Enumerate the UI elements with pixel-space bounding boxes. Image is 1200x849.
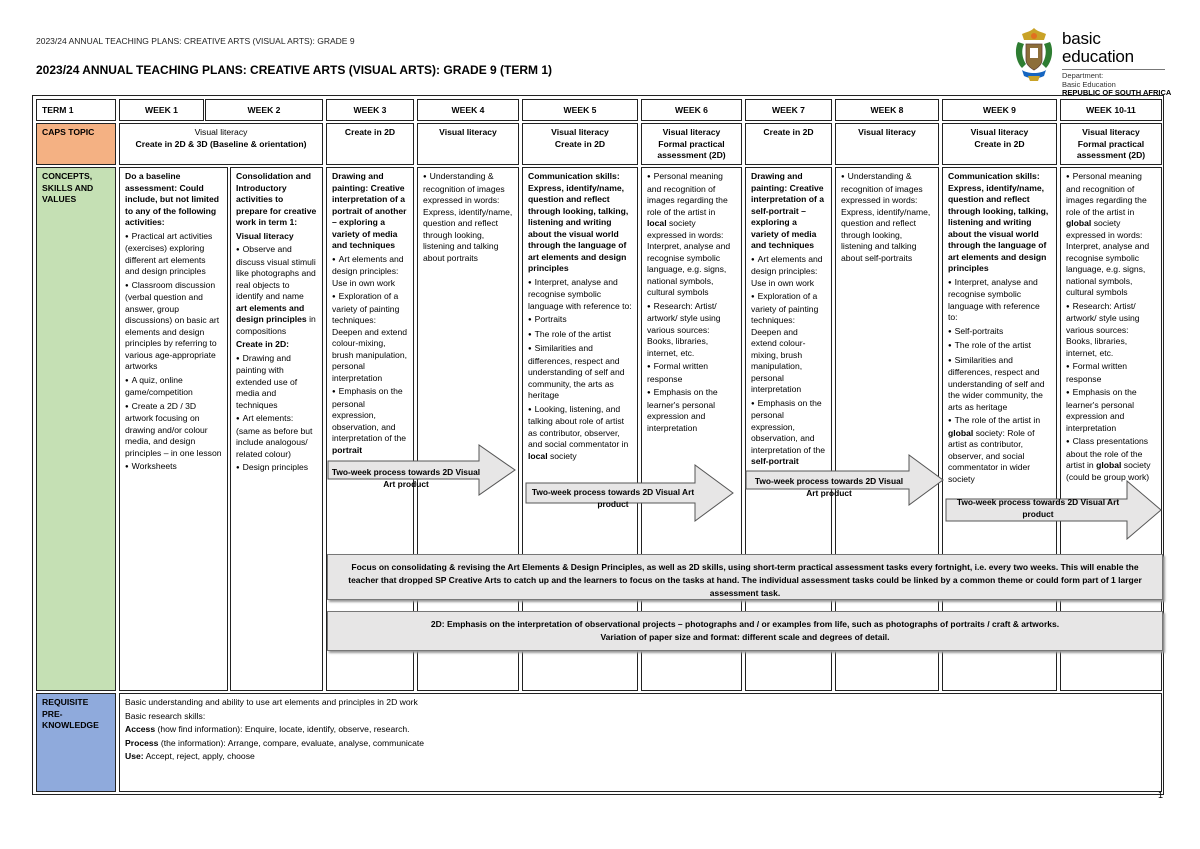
concepts-week-8: ● Understanding & recognition of images expressed in words: Express, identify/name, question and reflect through looking, listening and talking about self-portraits [835, 167, 939, 691]
week-4-header: WEEK 4 [417, 99, 519, 121]
week-8-header: WEEK 8 [835, 99, 939, 121]
logo-wordmark: basic education [1062, 29, 1134, 66]
concepts-week-6: ● Personal meaning and recognition of images regarding the role of the artist in local society expressed in words: Interpret, analyse and recognise symbolic language, e.g. signs, national symbols, cultural symbols ● Research: Artist/ artwork/ style using various sources: Books, libraries, internet, etc. ● Formal written response ● Emphasis on the learner's personal expression and interpretation [641, 167, 742, 691]
week-9-header: WEEK 9 [942, 99, 1057, 121]
concepts-week-1: Do a baseline assessment: Could include, but not limited to any of the following activities: ● Practical art activities (exercises) exploring different art elements and design principles ● Classroom discussion (verbal question and answer, group discussions) on basic art elements and design principles by referring to various age-appropriate artworks ● A quiz, online game/competition ● Create a 2D / 3D artwork focusing on drawing and/or colour media, and design principles – in one lesson ● Worksheets [119, 167, 228, 691]
two-week-process-arrow-4: Two-week process towards 2D Visual Art product [945, 480, 1163, 540]
concepts-week-9: Communication skills: Express, identify/name, question and reflect through looking, talking, listening and writing about the visual world through the language of art elements and design principles ● Interpret, analyse and recognise symbolic language with reference to: ● Self-portraits ● The role of the artist ● Similarities and differences, respect and understanding of self and the wider community, the arts as heritage ● The role of the artist in global society: Role of artist as contributor, observer, and social commentator in wider society [942, 167, 1057, 691]
logo-dept: Department: [1062, 71, 1104, 80]
caps-week-1-2: Visual literacy Create in 2D & 3D (Baseline & orientation) [119, 123, 323, 165]
two-week-process-arrow-3: Two-week process towards 2D Visual Art product [745, 454, 945, 506]
week-2-header: WEEK 2 [205, 99, 323, 121]
logo-dept-name: Basic Education [1062, 79, 1116, 89]
week-1-header: WEEK 1 [119, 99, 204, 121]
week-3-header: WEEK 3 [326, 99, 414, 121]
coat-of-arms-icon [1012, 26, 1056, 82]
term-header: TERM 1 [36, 99, 116, 121]
two-week-process-arrow-2: Two-week process towards 2D Visual Art product [525, 464, 735, 522]
week-5-header: WEEK 5 [522, 99, 638, 121]
logo-divider [1062, 69, 1165, 70]
emphasis-note-band: 2D: Emphasis on the interpretation of observational projects – photographs and / or examples from life, such as photographs of portraits / craft & artworks. Variation of paper size and format: different scale and degrees of detail. [327, 611, 1163, 651]
concepts-week-4: ● Understanding & recognition of images expressed in words: Express, identify/name, question and reflect through looking, listening and talking about portraits [417, 167, 519, 691]
dbe-logo [1012, 26, 1172, 97]
week-10-11-header: WEEK 10-11 [1060, 99, 1162, 121]
caps-week-10-11: Visual literacy Formal practical assessment (2D) [1060, 123, 1162, 165]
prereq-content: Basic understanding and ability to use art elements and principles in 2D work Basic research skills: Access (how find information): Enquire, locate, identify, observe, research. Process (the information): Arrange, compare, evaluate, analyse, communicate Use: Accept, reject, apply, choose [119, 693, 1162, 792]
week-7-header: WEEK 7 [745, 99, 832, 121]
concepts-label: CONCEPTS, SKILLS AND VALUES [36, 167, 116, 691]
concepts-week-7: Drawing and painting: Creative interpretation of a self-portrait – exploring a variety of media and techniques ● Art elements and design principles: Use in own work ● Exploration of a variety of painting techniques: Deepen and extend colour-mixing, brush manipulation, personal interpretation ● Emphasis on the personal expression, observation, and interpretation of the self-portrait [745, 167, 832, 691]
logo-country: REPUBLIC OF SOUTH AFRICA [1062, 88, 1172, 97]
caps-week-4: Visual literacy [417, 123, 519, 165]
annual-teaching-plan-table [32, 95, 1164, 795]
page-number: 1 [1158, 790, 1164, 800]
prereq-label: REQUISITE PRE-KNOWLEDGE [36, 693, 116, 792]
running-header: 2023/24 ANNUAL TEACHING PLANS: CREATIVE ARTS (VISUAL ARTS): GRADE 9 [36, 36, 355, 46]
caps-week-6: Visual literacy Formal practical assessment (2D) [641, 123, 742, 165]
focus-note-band: Focus on consolidating & revising the Art Elements & Design Principles, as well as 2D skills, using short-term practical assessment tasks every fortnight, i.e. every two weeks. This will enable the teacher that dropped SP Creative Arts to catch up and the learners to focus on the tasks at hand. The individual assessment tasks could be linked by a common theme or could form part of 1 larger assessment task. [327, 554, 1163, 600]
concepts-week-10-11: ● Personal meaning and recognition of images regarding the role of the artist in global society expressed in words: Interpret, analyse and recognise symbolic language, e.g. signs, national symbols, cultural symbols ● Research: Artist/ artwork/ style using various sources: Books, libraries, internet, etc. ● Formal written response ● Emphasis on the learner's personal expression and interpretation ● Class presentations about the role of the artist in global society (could be group work) [1060, 167, 1162, 691]
caps-week-5: Visual literacy Create in 2D [522, 123, 638, 165]
caps-week-3: Create in 2D [326, 123, 414, 165]
caps-topic-label: CAPS TOPIC [36, 123, 116, 165]
caps-week-9: Visual literacy Create in 2D [942, 123, 1057, 165]
page-title: 2023/24 ANNUAL TEACHING PLANS: CREATIVE ARTS (VISUAL ARTS): GRADE 9 (TERM 1) [36, 63, 553, 77]
concepts-week-2: Consolidation and Introductory activities to prepare for creative work in term 1: Visual literacy ● Observe and discuss visual stimuli like photographs and real objects to identify and name art elements and design principles in compositions Create in 2D: ● Drawing and painting with extended use of media and techniques ● Art elements: (same as before but include analogous/ related colour) ● Design principles [230, 167, 323, 691]
concepts-week-5: Communication skills: Express, identify/name, question and reflect through looking, talking, listening and writing about the visual world through the language of art elements and design principles ● Interpret, analyse and recognise symbolic language with reference to: ● Portraits ● The role of the artist ● Similarities and differences, respect and understanding of self and community, the arts as heritage ● Looking, listening, and talking about role of artist as contributor, observer, and social commentator in local society [522, 167, 638, 691]
caps-week-8: Visual literacy [835, 123, 939, 165]
two-week-process-arrow-1: Two-week process towards 2D Visual Art product [327, 444, 517, 496]
week-6-header: WEEK 6 [641, 99, 742, 121]
caps-week-7: Create in 2D [745, 123, 832, 165]
concepts-week-3: Drawing and painting: Creative interpretation of a portrait of another – exploring a variety of media and techniques ● Art elements and design principles: Use in own work ● Exploration of a variety of painting techniques: Deepen and extend colour-mixing, brush manipulation, personal interpretation ● Emphasis on the personal expression, observation, and interpretation of the portrait [326, 167, 414, 691]
